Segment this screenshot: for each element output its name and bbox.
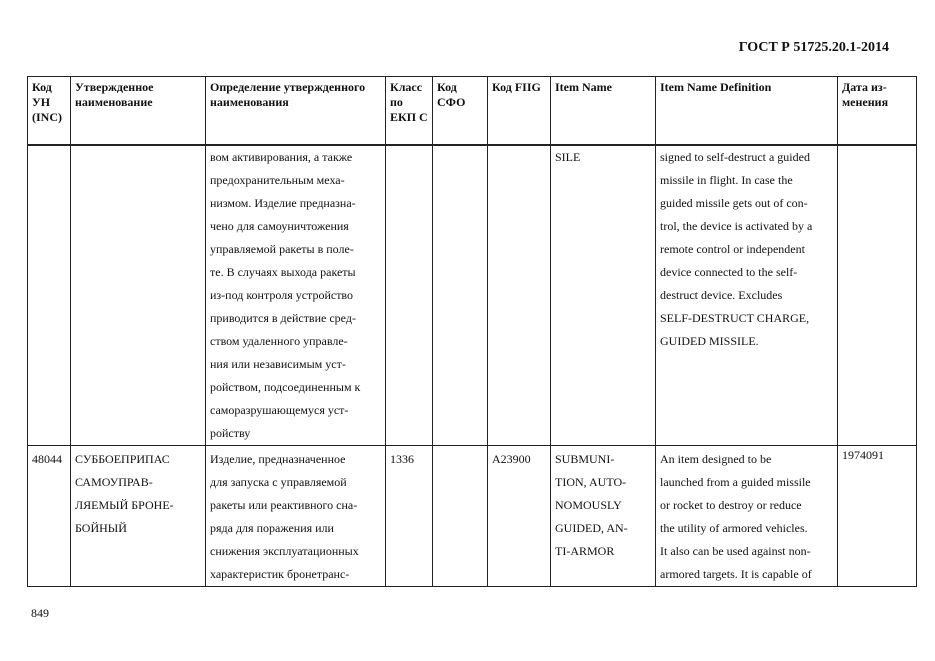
text-line: ряда для поражения или [210,521,334,535]
column-header-definition: Определение утвержденного наименования [206,77,386,146]
standard-designation: ГОСТ Р 51725.20.1-2014 [738,40,889,55]
text-line: SILE [555,150,581,164]
text-line: Изделие, предназначенное [210,452,346,466]
text-line: TI-ARMOR [555,544,615,558]
text-line: missile in flight. In case the [660,173,793,187]
column-header-approved-name: Утвержденное наименование [71,77,206,146]
cell-item-name-definition [656,145,838,446]
cell-sfo [433,145,488,446]
text-line: the utility of armored vehicles. [660,521,808,535]
text-line: ЛЯЕМЫЙ БРОНЕ- [75,498,174,512]
page-number: 849 [31,606,49,620]
text-line: снижения эксплуатационных [210,544,359,558]
nomenclature-table [27,76,917,587]
text-line: or rocket to destroy or reduce [660,498,802,512]
text-line: СУББОЕПРИПАС [75,452,170,466]
text-line: БОЙНЫЙ [75,521,127,535]
text-line: trol, the device is activated by a [660,219,813,233]
text-line: предохранительным меха- [210,173,345,187]
cell-definition [206,145,386,446]
text-line: remote control or independent [660,242,805,256]
cell-fiig [488,145,551,446]
text-line: guided missile gets out of con- [660,196,808,210]
column-header-inc: Код УН (INC) [28,77,71,146]
text-line: SELF-DESTRUCT CHARGE, [660,311,810,325]
text-line: характеристик бронетранс- [210,567,350,581]
text-line: ройством, подсоединенным к [210,380,361,394]
column-header-item-name: Item Name [551,77,656,146]
text-line: вом активирования, а также [210,150,353,164]
column-header-class: Класс по ЕКП С [386,77,433,146]
text-line: signed to self-destruct a guided [660,150,810,164]
cell-fiig: A23900 [488,446,551,587]
cell-change-date: 1974091 [838,446,917,587]
cell-sfo [433,446,488,587]
cell-inc: 48044 [28,446,71,587]
cell-item-name [551,145,656,446]
text-line: An item designed to be [660,452,772,466]
text-line: device connected to the self- [660,265,798,279]
cell-item-name [551,446,656,587]
cell-change-date [838,145,917,446]
text-line: SUBMUNI- [555,452,615,466]
text-line: It also can be used against non- [660,544,811,558]
text-line: ния или независимым уст- [210,357,346,371]
column-header-fiig: Код FIIG [488,77,551,146]
text-line: destruct device. Excludes [660,288,783,302]
text-line: низмом. Изделие предназна- [210,196,356,210]
text-line: те. В случаях выхода ракеты [210,265,356,279]
cell-class: 1336 [386,446,433,587]
text-line: armored targets. It is capable of [660,567,812,581]
text-line: launched from a guided missile [660,475,811,489]
cell-inc [28,145,71,446]
text-line: управляемой ракеты в поле- [210,242,354,256]
text-line: чено для самоуничтожения [210,219,349,233]
table-row [28,446,917,587]
text-line: ством удаленного управле- [210,334,348,348]
cell-item-name-definition [656,446,838,587]
column-header-sfo: Код СФО [433,77,488,146]
text-line: приводится в действие сред- [210,311,356,325]
cell-definition [206,446,386,587]
cell-class [386,145,433,446]
column-header-change-date: Дата из- менения [838,77,917,146]
cell-approved-name [71,145,206,446]
text-line: GUIDED, AN- [555,521,628,535]
text-line: NOMOUSLY [555,498,622,512]
text-line: САМОУПРАВ- [75,475,153,489]
cell-approved-name [71,446,206,587]
column-header-item-name-definition: Item Name Definition [656,77,838,146]
table-header-row [28,77,917,146]
text-line: из-под контроля устройство [210,288,354,302]
table-row [28,145,917,446]
text-line: ракеты или реактивного сна- [210,498,358,512]
text-line: ройству [210,426,251,440]
text-line: GUIDED MISSILE. [660,334,759,348]
text-line: TION, AUTO- [555,475,627,489]
text-line: саморазрушающемуся уст- [210,403,349,417]
text-line: для запуска с управляемой [210,475,347,489]
